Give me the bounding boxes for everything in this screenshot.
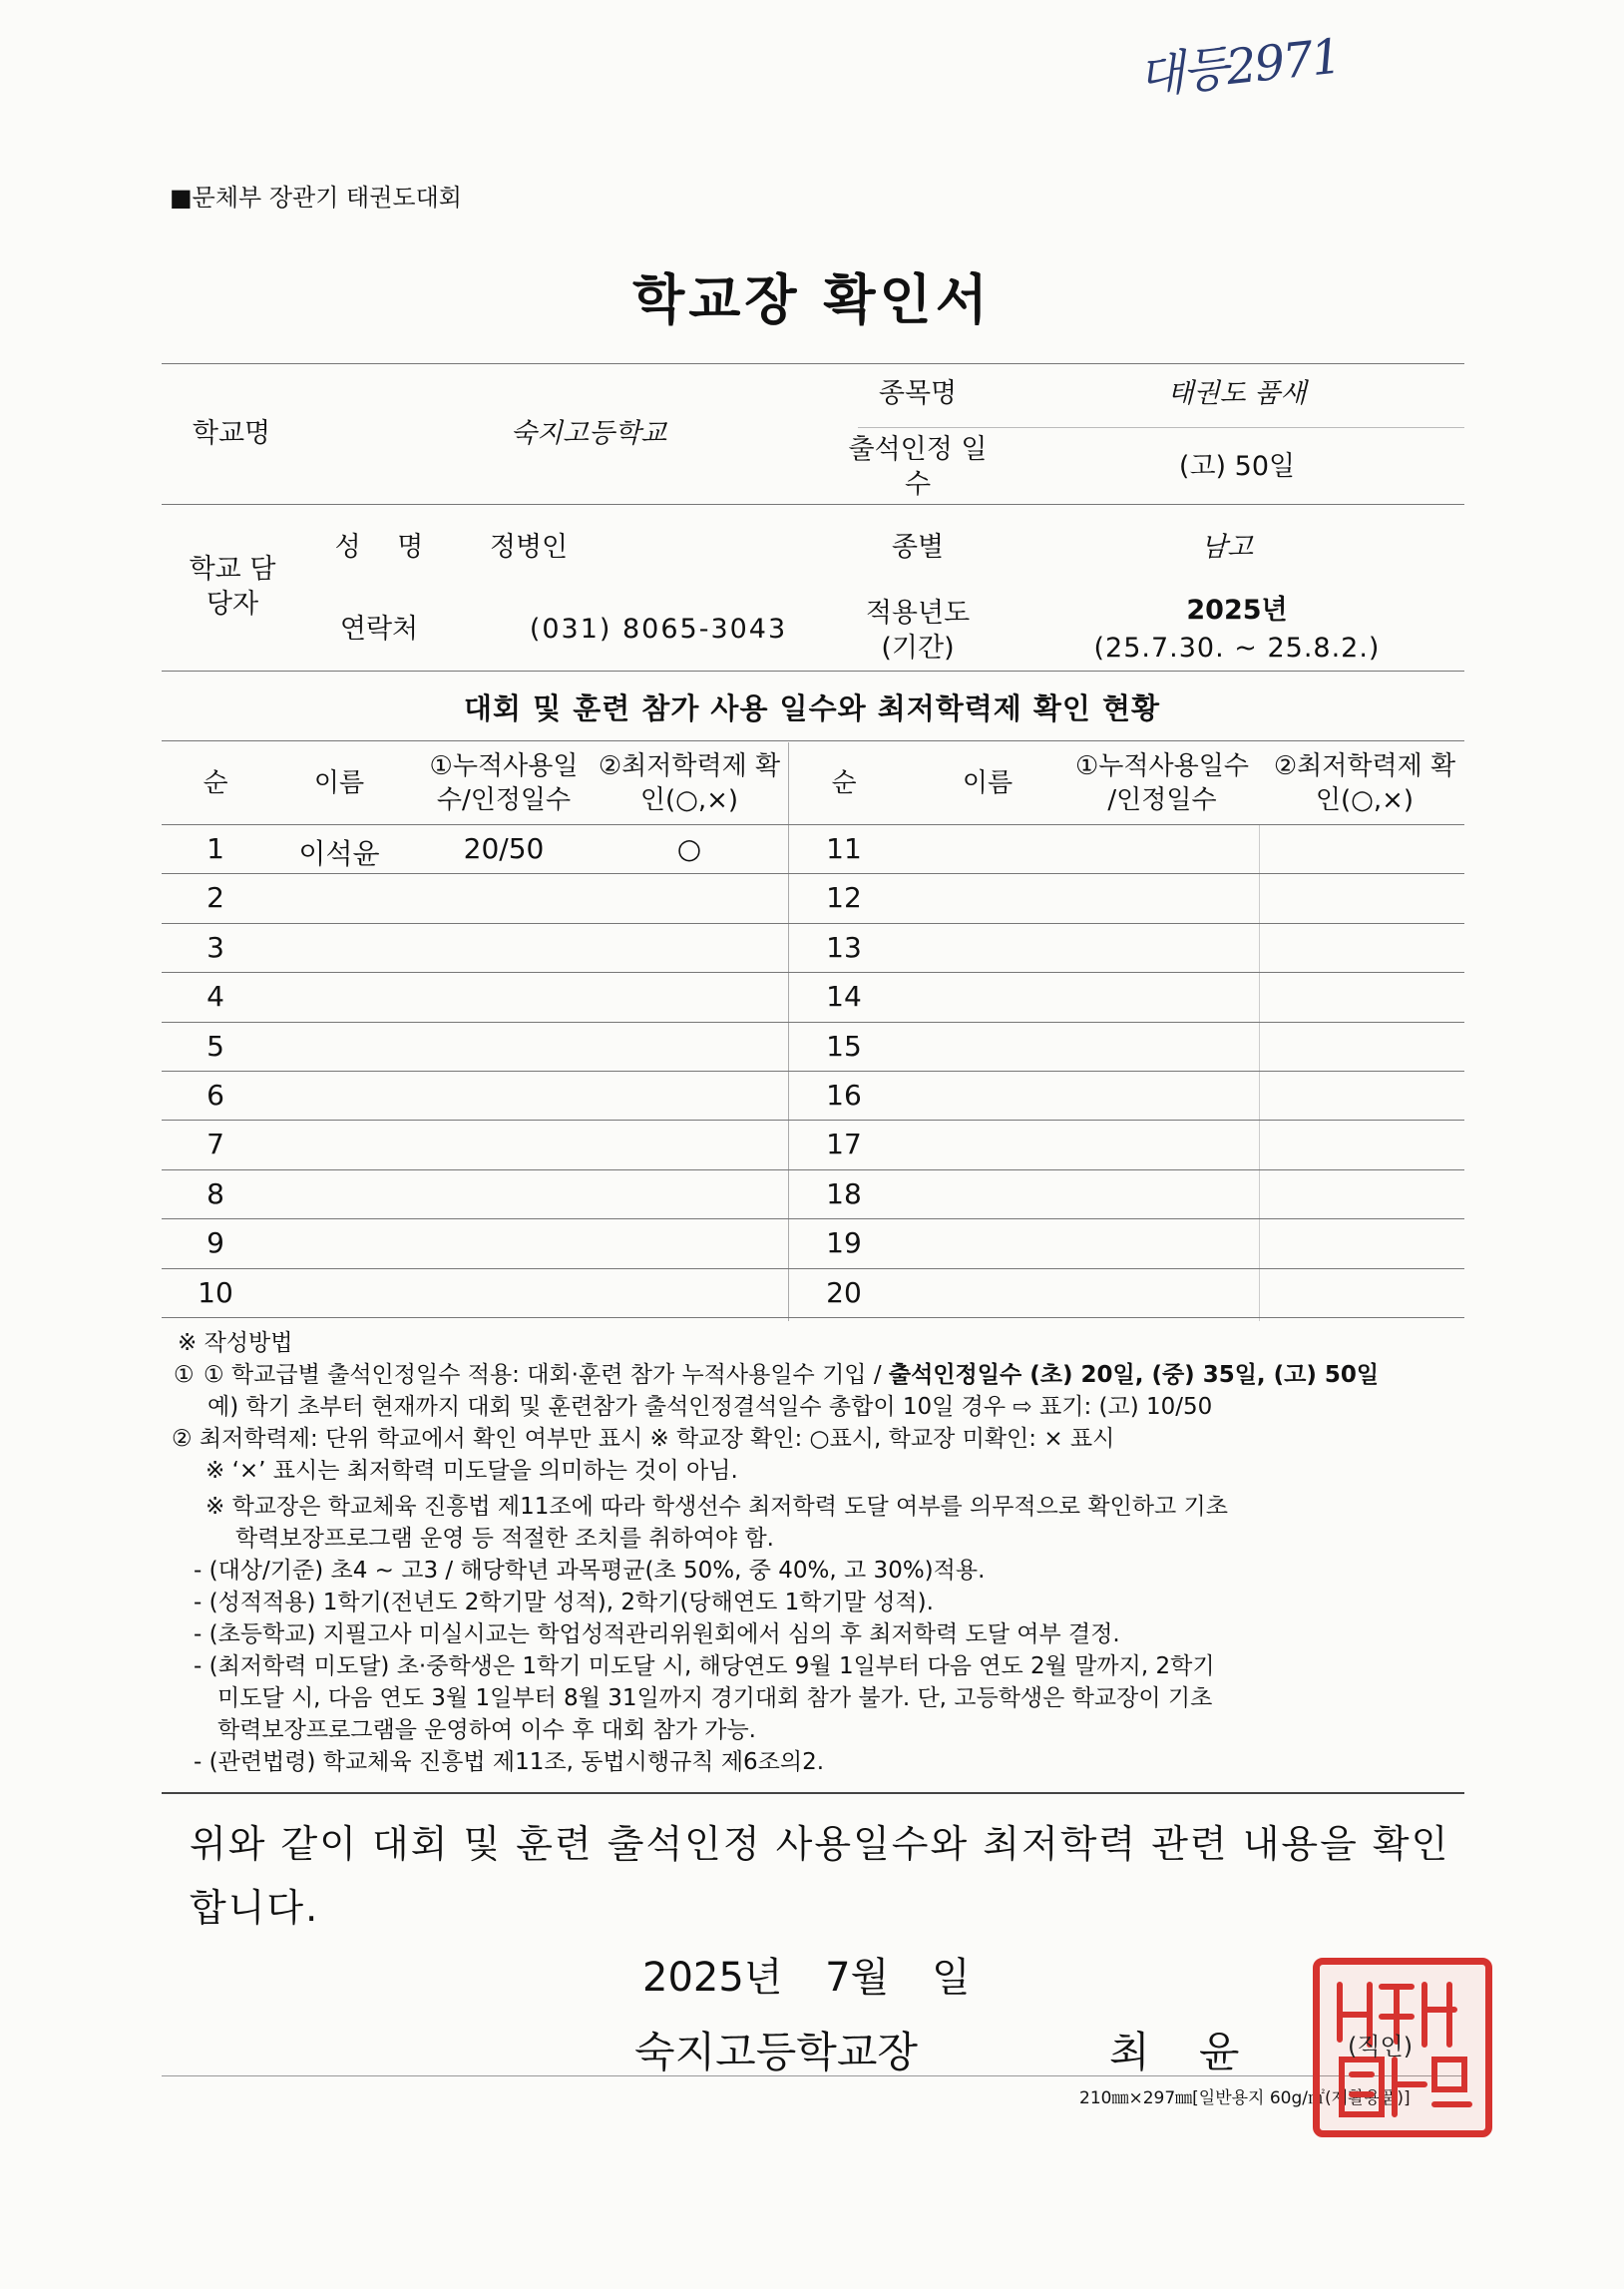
seal-label: (직인) xyxy=(1348,2033,1414,2060)
row-number: 6 xyxy=(206,1079,224,1112)
name-value: 정병인 xyxy=(489,532,569,564)
divider xyxy=(858,427,1464,428)
row-number: 12 xyxy=(826,881,862,915)
event-label: 종목명 xyxy=(878,378,958,410)
column-divider xyxy=(788,742,789,1321)
note-2: ② 최저학력제: 단위 학교에서 확인 여부만 표시 ※ 학교장 확인: ○표시, 학교장 미확인: × 표시 xyxy=(172,1426,1115,1452)
table-row-divider xyxy=(162,824,1464,825)
note-8b: 미도달 시, 다음 연도 3월 1일부터 8월 31일까지 경기대회 참가 불가. 단, 고등학생은 학교장이 기초 xyxy=(217,1685,1213,1711)
school-value: 숙지고등학교 xyxy=(510,418,667,450)
attendance-value: (고) 50일 xyxy=(1178,451,1296,483)
row-number: 3 xyxy=(206,930,224,964)
col-header-check-left: ②최저학력제 확인(○,×) xyxy=(598,751,781,815)
table-row-divider xyxy=(162,1169,1464,1170)
row-number: 7 xyxy=(206,1128,224,1161)
note-1-bold: 출석인정일수 (초) 20일, (중) 35일, (고) 50일 xyxy=(888,1362,1380,1388)
row-number: 18 xyxy=(826,1176,862,1210)
note-4b: 학력보장프로그램 운영 등 적절한 조치를 취하여야 함. xyxy=(235,1526,774,1552)
table-row-divider xyxy=(162,1268,1464,1269)
manager-label: 학교 담당자 xyxy=(189,553,276,620)
note-6: - (성적적용) 1학기(전년도 2학기말 성적), 2학기(당해연도 1학기말 성적). xyxy=(194,1590,934,1615)
col-header-no-right: 순 xyxy=(831,768,857,799)
gender-value: 남고 xyxy=(1200,532,1254,564)
row-number: 5 xyxy=(206,1029,224,1063)
divider xyxy=(162,1792,1464,1794)
row-number: 19 xyxy=(826,1226,862,1260)
event-category: ■문체부 장관기 태권도대회 xyxy=(170,184,462,212)
col-header-name-left: 이름 xyxy=(313,768,365,799)
table-row-divider xyxy=(162,1071,1464,1072)
confirmation-text: 위와 같이 대회 및 훈련 출석인정 사용일수와 최저학력 관련 내용을 확인합니다. xyxy=(190,1822,1450,1930)
row-number: 14 xyxy=(826,980,862,1014)
column-divider xyxy=(1259,824,1260,1321)
row-number: 1 xyxy=(206,832,224,865)
row-number: 8 xyxy=(206,1176,224,1210)
row-number: 20 xyxy=(826,1275,862,1309)
table-row-divider xyxy=(162,1218,1464,1219)
row-name: 이석윤 xyxy=(298,837,380,870)
note-3: ※ ‘×’ 표시는 최저학력 미도달을 의미하는 것이 아님. xyxy=(205,1458,738,1484)
period-value: (25.7.30. ~ 25.8.2.) xyxy=(1093,633,1381,665)
year-label: 적용년도 (기간) xyxy=(865,597,971,664)
row-number: 16 xyxy=(826,1079,862,1112)
row-number: 2 xyxy=(206,881,224,915)
sign-date: 2025년 7월 일 xyxy=(642,1955,971,2001)
row-number: 11 xyxy=(826,832,862,865)
school-label: 학교명 xyxy=(192,418,271,450)
attendance-label: 출석인정 일수 xyxy=(848,433,988,500)
divider xyxy=(162,740,1464,741)
note-5: - (대상/기준) 초4 ~ 고3 / 해당학년 과목평균(초 50%, 중 40%, 고 30%)적용. xyxy=(194,1558,986,1584)
table-row-divider xyxy=(162,1022,1464,1023)
section-title: 대회 및 훈련 참가 사용 일수와 최저학력제 확인 현황 xyxy=(463,691,1161,725)
row-number: 17 xyxy=(826,1128,862,1161)
gender-label: 종별 xyxy=(891,532,945,564)
row-number: 13 xyxy=(826,930,862,964)
col-header-no-left: 순 xyxy=(203,768,228,799)
paper-spec: 210㎜×297㎜[일반용지 60g/㎡(재활용품)] xyxy=(1079,2088,1411,2108)
table-row-divider xyxy=(162,1120,1464,1121)
col-header-name-right: 이름 xyxy=(962,768,1014,799)
divider xyxy=(162,2075,1464,2076)
table-row-divider xyxy=(162,1317,1464,1318)
event-value: 태권도 품새 xyxy=(1167,378,1307,410)
signer-name: 최 윤 xyxy=(1109,2028,1258,2076)
note-9: - (관련법령) 학교체육 진흥법 제11조, 동법시행규칙 제6조의2. xyxy=(194,1749,825,1775)
note-7: - (초등학교) 지필고사 미실시교는 학업성적관리위원회에서 심의 후 최저학력 도달 여부 결정. xyxy=(194,1621,1120,1647)
signer-title: 숙지고등학교장 xyxy=(634,2028,919,2076)
contact-label: 연락처 xyxy=(339,614,419,646)
document-title: 학교장 확인서 xyxy=(632,268,992,331)
row-number: 4 xyxy=(206,980,224,1014)
official-seal xyxy=(1313,1958,1492,2137)
divider xyxy=(162,363,1464,364)
table-row-divider xyxy=(162,873,1464,874)
row-number: 10 xyxy=(198,1275,233,1309)
note-1: ① ① 학교급별 출석인정일수 적용: 대회·훈련 참가 누적사용일수 기입 / 출석인정일수 (초) 20일, (중) 35일, (고) 50일 xyxy=(174,1362,1380,1388)
name-label: 성 명 xyxy=(334,532,424,564)
row-number: 15 xyxy=(826,1029,862,1063)
year-value: 2025년 xyxy=(1186,595,1288,627)
col-header-days-right: ①누적사용일수 /인정일수 xyxy=(1074,751,1249,815)
row-days: 20/50 xyxy=(463,832,545,865)
note-8c: 학력보장프로그램을 운영하여 이수 후 대회 참가 가능. xyxy=(217,1717,756,1743)
divider xyxy=(162,671,1464,672)
row-number: 9 xyxy=(206,1226,224,1260)
table-row-divider xyxy=(162,972,1464,973)
col-header-check-right: ②최저학력제 확인(○,×) xyxy=(1273,751,1456,815)
note-4a: ※ 학교장은 학교체육 진흥법 제11조에 따라 학생선수 최저학력 도달 여부를 의무적으로 확인하고 기초 xyxy=(205,1494,1228,1520)
col-header-days-left: ①누적사용일 수/인정일수 xyxy=(429,751,579,815)
note-8a: - (최저학력 미도달) 초·중학생은 1학기 미도달 시, 해당연도 9월 1일부터 다음 연도 2월 말까지, 2학기 xyxy=(194,1653,1215,1679)
table-row-divider xyxy=(162,923,1464,924)
divider xyxy=(162,504,1464,505)
row-check: ○ xyxy=(676,832,702,865)
notes-heading: ※ 작성방법 xyxy=(178,1330,293,1356)
note-1-text: ① 학교급별 출석인정일수 적용: 대회·훈련 참가 누적사용일수 기입 / xyxy=(203,1362,889,1388)
handwritten-note: 대등2971 xyxy=(1135,28,1343,106)
contact-value: (031) 8065-3043 xyxy=(529,614,788,646)
note-1-example: 예) 학기 초부터 현재까지 대회 및 훈련참가 출석인정결석일수 총합이 10일 경우 ⇨ 표기: (고) 10/50 xyxy=(207,1394,1213,1420)
